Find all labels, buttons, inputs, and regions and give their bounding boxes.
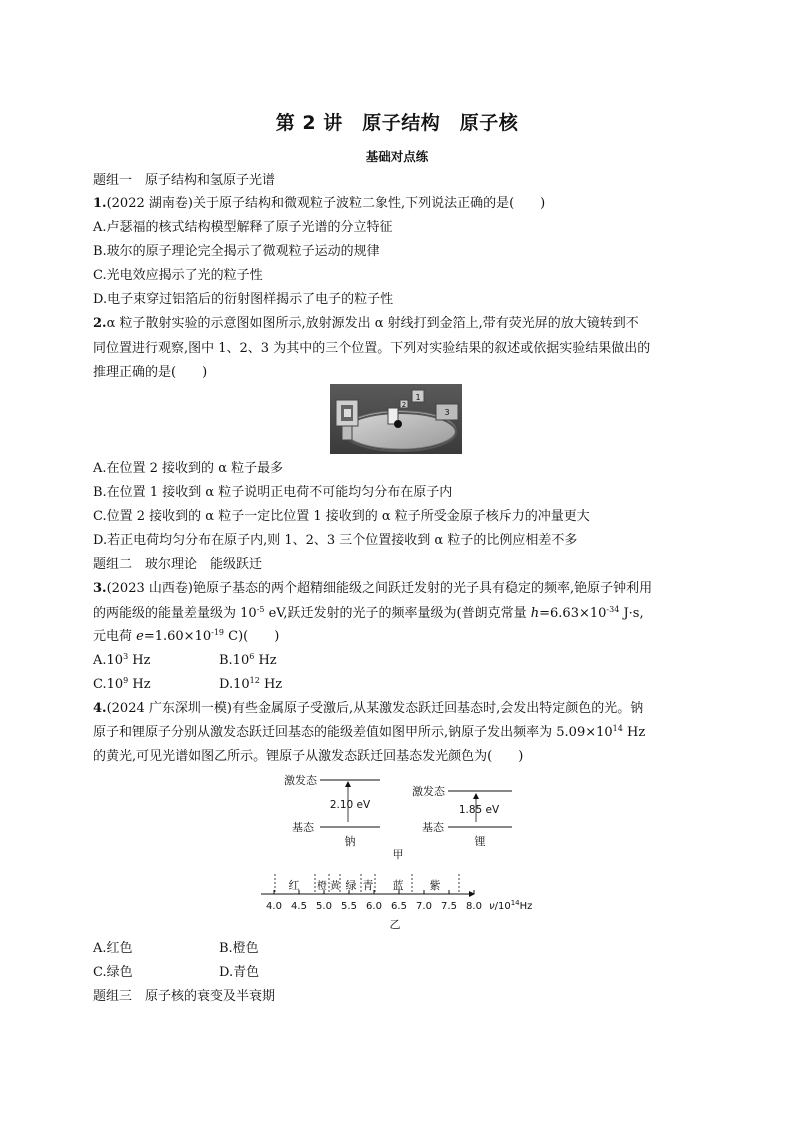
source-stand — [342, 426, 352, 440]
question-stem-line: α 粒子散射实验的示意图如图所示,放射源发出 α 射线打到金箔上,带有荧光屏的放大镜转到不 — [106, 316, 639, 331]
question-stem-line: (2023 山西卷)铯原子基态的两个超精细能级之间跃迁发射的光子具有稳定的频率,铯原子钟利用 — [106, 581, 653, 596]
tick-label: 6.0 — [366, 901, 382, 912]
na-arrow-head — [345, 781, 351, 787]
tick-labels — [266, 901, 482, 912]
q3-option-d: $D.10^{12}$ Hz — [219, 676, 283, 692]
q1-option-d: D.电子束穿过铝箔后的衍射图样揭示了电子的粒子性 — [93, 292, 394, 307]
color-cyan: 青 — [362, 879, 374, 892]
li-arrow-head — [473, 793, 479, 799]
source-slit — [344, 409, 351, 417]
question-number: 3. — [93, 581, 107, 596]
tick-label: 4.5 — [291, 901, 307, 912]
figure-caption-jia: 甲 — [392, 848, 404, 861]
energy-level-figure — [270, 768, 530, 864]
color-violet: 紫 — [429, 879, 441, 892]
question-1 — [93, 195, 545, 213]
color-yellow: 黄 — [330, 881, 340, 892]
q3-option-b: $B.10^6$ Hz — [219, 652, 277, 668]
q2-option-a: A.在位置 2 接收到的 α 粒子最多 — [93, 461, 284, 476]
q4-option-b: B.橙色 — [219, 941, 259, 956]
tick-label: 5.5 — [341, 901, 357, 912]
tick-label: 6.5 — [391, 901, 407, 912]
na-excited-label: 激发态 — [284, 774, 317, 787]
position-label-3: 3 — [444, 408, 450, 417]
figure-caption-yi: 乙 — [389, 918, 401, 931]
li-element-label: 锂 — [474, 835, 486, 848]
li-excited-label: 激发态 — [412, 785, 445, 798]
axis-unit-label: $\nu/10^{14}Hz$ — [489, 899, 533, 912]
tick-label: 7.5 — [441, 901, 457, 912]
position-label-2: 2 — [401, 401, 407, 409]
color-blue: 蓝 — [392, 879, 404, 892]
q2-stem-line-2: 同位置进行观察,图中 1、2、3 为其中的三个位置。下列对实验结果的叙述或依据实验结果做出的 — [93, 341, 651, 356]
group-heading-3: 题组三 原子核的衰变及半衰期 — [93, 989, 276, 1004]
li-energy-label: 1.85 eV — [458, 804, 500, 816]
na-ground-label: 基态 — [292, 821, 314, 834]
tick-label: 8.0 — [466, 901, 482, 912]
q4-option-d: D.青色 — [219, 965, 260, 980]
q3-stem-line-3: 元电荷 $e=1.60\times 10^{-19}$ C)( ) — [93, 628, 280, 644]
q3-option-a: $A.10^3$ Hz — [93, 652, 151, 668]
visible-spectrum-figure — [255, 870, 555, 934]
na-energy-label: 2.10 eV — [329, 799, 371, 811]
q2-option-d: D.若正电荷均匀分布在原子内,则 1、2、3 三个位置接收到 α 粒子的比例应相差不多 — [93, 533, 578, 548]
na-element-label: 钠 — [344, 835, 356, 848]
color-orange: 橙 — [317, 881, 327, 892]
q3-option-c: $C.10^9$ Hz — [93, 676, 151, 692]
group-heading-2: 题组二 玻尔理论 能级跃迁 — [93, 557, 263, 572]
group-heading-1: 题组一 原子结构和氢原子光谱 — [93, 173, 276, 188]
q3-stem-line-2: 的两能级的能量差量级为 $10^{-5}$ eV,跃迁发射的光子的频率量级为(普朗克常量 $h=6.63\times 10^{-34}$ J·s, — [93, 605, 644, 621]
question-stem: (2022 湖南卷)关于原子结构和微观粒子波粒二象性,下列说法正确的是( ) — [106, 196, 546, 211]
question-stem-line: (2024 广东深圳一模)有些金属原子受激后,从某激发态跃迁回基态时,会发出特定颜色的光。钠 — [106, 701, 644, 716]
tick-marks — [274, 890, 474, 894]
q1-option-b: B.玻尔的原子理论完全揭示了微观粒子运动的规律 — [93, 244, 380, 259]
color-red: 红 — [288, 879, 300, 892]
q2-stem-line-3: 推理正确的是( ) — [93, 365, 208, 380]
q4-option-c: C.绿色 — [93, 965, 133, 980]
question-number: 1. — [93, 196, 107, 211]
question-number: 2. — [93, 316, 107, 331]
q4-stem-line-3: 的黄光,可见光谱如图乙所示。锂原子从激发态跃迁回基态发光颜色为( ) — [93, 749, 524, 764]
tick-label: 4.0 — [266, 901, 282, 912]
q4-stem-line-2: 原子和锂原子分别从激发态跃迁回基态的能级差值如图甲所示,钠原子发出频率为 $5.09\times 10^{14}$ Hz — [93, 724, 646, 740]
section-subtitle: 基础对点练 — [365, 149, 429, 164]
question-number: 4. — [93, 701, 107, 716]
position-label-1: 1 — [415, 393, 421, 402]
li-ground-label: 基态 — [422, 821, 444, 834]
foil-holder — [394, 420, 402, 428]
q2-option-c: C.位置 2 接收到的 α 粒子一定比位置 1 接收到的 α 粒子所受金原子核斥力的冲量更大 — [93, 509, 590, 524]
q1-option-c: C.光电效应揭示了光的粒子性 — [93, 268, 263, 283]
question-3 — [93, 580, 652, 598]
q1-option-a: A.卢瑟福的核式结构模型解释了原子光谱的分立特征 — [93, 220, 393, 235]
page-title: 第 2 讲 原子结构 原子核 — [275, 112, 519, 134]
alpha-scattering-figure — [330, 384, 462, 454]
tick-label: 7.0 — [416, 901, 432, 912]
question-4 — [93, 700, 643, 718]
color-green: 绿 — [345, 879, 357, 892]
q4-option-a: A.红色 — [93, 941, 133, 956]
tick-label: 5.0 — [316, 901, 332, 912]
q2-option-b: B.在位置 1 接收到 α 粒子说明正电荷不可能均匀分布在原子内 — [93, 485, 453, 500]
question-2 — [93, 315, 639, 333]
